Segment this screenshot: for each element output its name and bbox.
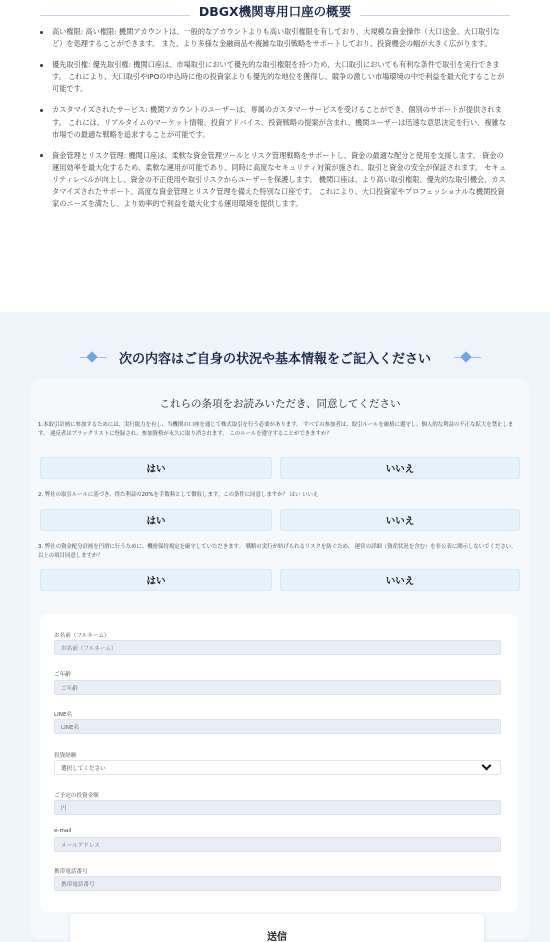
overview-list [38, 26, 506, 219]
age-input[interactable]: ご年齢 [54, 680, 501, 695]
form-section [0, 312, 550, 942]
question-1-text: 1.本取引計画に参加するためには、実行能力を有し、当機関の口座を通じて株式取引を行う必要があります。 すべての参加者は、取引ルールを厳格に遵守し、個人的な利益の不正な拡大を禁止します。 違反者はブラックリストに登録され、参加資格が永久に取り消されます。 このルールを遵守することができますか？ [38, 422, 514, 437]
question-1-no-button[interactable]: いいえ [280, 457, 520, 479]
line-input[interactable]: LINE名 [54, 719, 501, 734]
experience-label: 投資経験 [54, 753, 77, 759]
amount-input[interactable]: 円 [54, 800, 501, 815]
phone-label: 携帯電話番号 [54, 869, 88, 875]
overview-item: カスタマイズされたサービス: 機関アカウントのユーザーは、専属のカスタマーサービスを受けることができ、個別のサポートが提供されます。 これには、リアルタイムのマーケット情報、投資アドバイス、投資戦略の提案が含まれ、機関ユーザーは迅速な意思決定を行い、複雑な市場での最適な戦略を追求することが可能です。 [38, 104, 506, 140]
phone-input[interactable]: 携帯電話番号 [54, 876, 501, 891]
email-input[interactable]: メールアドレス [54, 837, 501, 852]
question-2-yes-button[interactable]: はい [40, 509, 272, 531]
question-1-yes-button[interactable]: はい [40, 457, 272, 479]
experience-select-value: 選択してください [61, 765, 106, 772]
overview-item: 高い権限: 高い権限: 機関アカウントは、一般的なアカウントよりも高い取引権限を有しており、大規模な資金操作（大口送金、大口取引など）を処理することができます。 また、より多様な金融商品や複雑な取引戦略をサポートしており、投資機会の幅が大きく広がります。 [38, 26, 506, 50]
question-2-no-button[interactable]: いいえ [280, 509, 520, 531]
line-label: LINE名 [54, 712, 73, 718]
overview-section [0, 0, 550, 312]
agreement-card [30, 379, 530, 939]
amount-label: ご予定の投資金額 [54, 793, 99, 799]
experience-select[interactable] [54, 760, 501, 775]
age-label: ご年齢 [54, 672, 71, 678]
decor-line [471, 357, 481, 358]
overview-title: DBGX機関専用口座の概要 [198, 4, 352, 19]
question-3-yes-button[interactable]: はい [40, 569, 272, 591]
agreement-title: これらの条項をお読みいただき、同意してください [159, 398, 401, 410]
email-label: e-mail [54, 828, 72, 834]
overview-item: 資金管理とリスク管理: 機関口座は、柔軟な資金管理ツールとリスク管理戦略をサポートし、資金の最適な配分と使用を支援します。 資金の運用効率を最大化するため、柔軟な運用が可能であり、同時に高度なセキュリティ対策が施され、取引と資金の安全が保証されます。 セキュリティレベルが向上し、資金の不正使用や取引リスクからユーザーを保護します。 機関口座は、より高い取引権限、優先的な取引機会、カスタマイズされたサポート、高度な資金管理とリスク管理を備えた特別な口座です。 これにより、大口投資家やプロフェッショナルな機関投資家のニーズを満たし、より効率的で利益を最大化する運用環境を提供します。 [38, 150, 506, 210]
info-form [40, 614, 518, 912]
question-3-no-button[interactable]: いいえ [280, 569, 520, 591]
chevron-down-icon [482, 761, 492, 771]
question-3-text: 3. 弊社の資金配分計画を円滑に行うために、機密保持規定を厳守していただきます。 戦略の実行が妨げられるリスクを防ぐため、 運営の詳細（資産状況を含む）を非公表に開示しないでください。 以上の項目同意しますか？ [38, 544, 517, 559]
form-heading: 次の内容はご自身の状況や基本情報をご記入ください [118, 352, 431, 367]
name-label: お名前（フルネーム） [54, 633, 110, 639]
overview-item: 優先取引権: 優先取引権: 機関口座は、市場取引において優先的な取引権限を持つため、大口取引においても有利な条件で取引を実行できます。 これにより、大口取引やIPOの申込時に他の投資家よりも優先的な地位を獲得し、競争の激しい市場環境の中で利益を最大化することが可能です。 [38, 59, 506, 95]
question-2-text: 2. 弊社の取引ルールに基づき、得た利益の20%を手数料として徴収します。この条件に同意しますか？ はい いいえ [38, 492, 319, 498]
submit-button[interactable]: 送信 [70, 914, 484, 942]
name-input[interactable]: お名前（フルネーム） [54, 640, 501, 655]
